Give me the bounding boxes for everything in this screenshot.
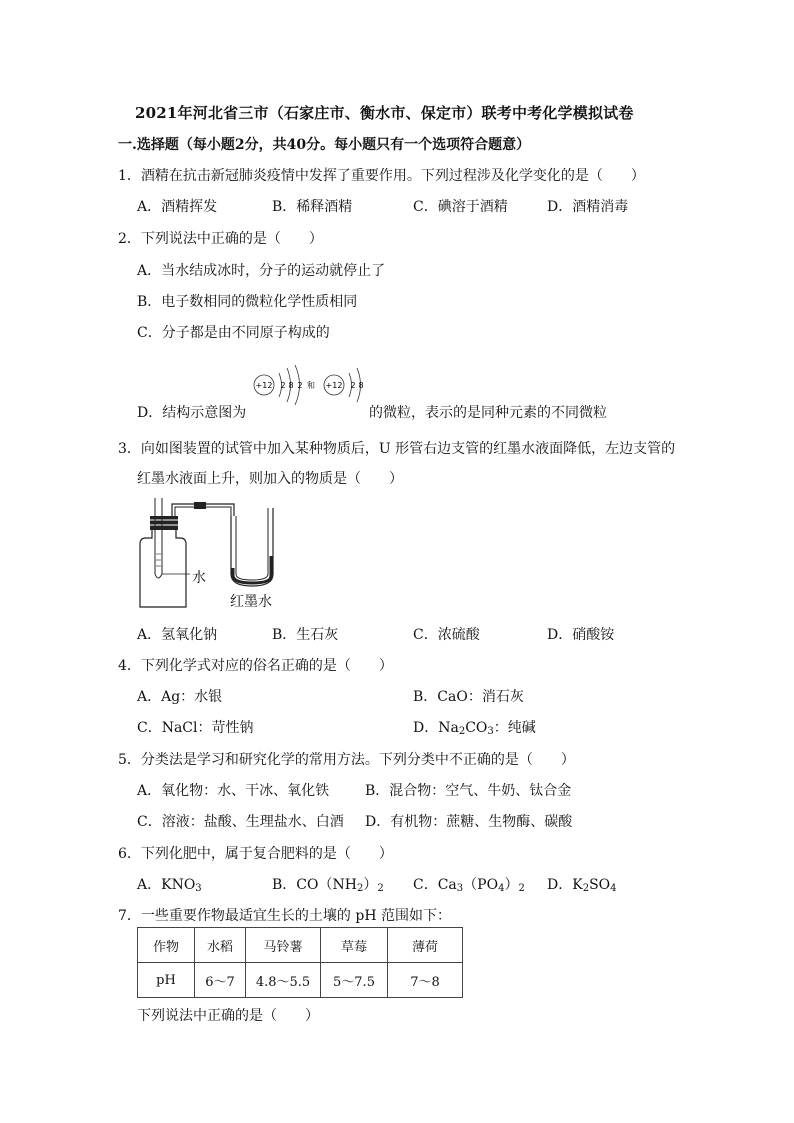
question-2-stem: 2．下列说法中正确的是（ ） (118, 231, 323, 247)
q3-option-b: B．生石灰 (272, 627, 339, 643)
q1-option-c: C．碘溶于酒精 (413, 199, 508, 215)
q6-option-d: D．$K_2SO_4$ (547, 877, 617, 894)
question-5-stem: 5．分类法是学习和研究化学的常用方法。下列分类中不正确的是（ ） (118, 752, 575, 768)
shell-electrons-1c: 2 (297, 381, 303, 390)
question-3-line-1: 3．向如图装置的试管中加入某种物质后，U 形管右边支管的红墨水液面降低，左边支管的 (118, 441, 676, 457)
q4-option-c: C．NaCl：苛性钠 (137, 720, 254, 736)
table-cell: pH (138, 963, 195, 998)
question-6-stem: 6．下列化肥中，属于复合肥料的是（ ） (118, 846, 393, 862)
table-cell: 5～7.5 (321, 963, 388, 998)
question-3-line-2: 红墨水液面上升，则加入的物质是（ ） (137, 471, 403, 487)
atomic-structure-diagrams (248, 360, 368, 410)
q4-option-b: B．CaO：消石灰 (413, 689, 524, 705)
q6-option-a: A．$KNO_3$ (137, 877, 202, 894)
table-header-cell: 马铃薯 (246, 928, 321, 963)
q2-option-b: B．电子数相同的微粒化学性质相同 (137, 294, 358, 310)
table-header-cell: 草莓 (321, 928, 388, 963)
q2-option-d-suffix: 的微粒，表示的是同种元素的不同微粒 (369, 405, 607, 421)
red-ink-liquid (233, 556, 271, 583)
question-1-stem: 1．酒精在抗击新冠肺炎疫情中发挥了重要作用。下列过程涉及化学变化的是（ ） (118, 168, 645, 184)
flask-outline (140, 528, 186, 607)
table-row (138, 963, 463, 998)
q2-option-c: C．分子都是由不同原子构成的 (137, 325, 330, 341)
section-heading: 一.选择题（每小题2分，共40分。每小题只有一个选项符合题意） (118, 137, 531, 153)
question-7-followup: 下列说法中正确的是（ ） (137, 1008, 319, 1024)
page-title: 2021年河北省三市（石家庄市、衡水市、保定市）联考中考化学模拟试卷 (135, 104, 634, 122)
water-label: 水 (192, 570, 206, 586)
table-cell: 7～8 (388, 963, 463, 998)
q4-option-a: A．Ag：水银 (137, 689, 223, 705)
magnesium-atom-diagram (254, 365, 303, 405)
q4-option-d: D．$Na_2CO_3$：纯碱 (413, 720, 536, 737)
q5-option-b: B．混合物：空气、牛奶、钛合金 (365, 783, 572, 799)
q3-option-c: C．浓硫酸 (413, 627, 480, 643)
red-ink-label: 红墨水 (230, 594, 272, 610)
q1-option-d: D．酒精消毒 (547, 199, 629, 215)
q5-option-a: A．氧化物：水、干冰、氧化铁 (137, 783, 330, 799)
shell-electrons-1b: 8 (288, 381, 294, 390)
question-7-stem: 7．一些重要作物最适宜生长的土壤的 pH 范围如下： (118, 908, 451, 924)
shell-electrons-1a: 2 (280, 381, 286, 390)
shell-electrons-2b: 8 (358, 381, 364, 390)
nucleus-charge-2: +12 (325, 381, 343, 390)
table-header-cell: 水稻 (195, 928, 246, 963)
table-cell: 4.8～5.5 (246, 963, 321, 998)
q3-option-d: D．硝酸铵 (547, 627, 615, 643)
nucleus-charge-1: +12 (255, 381, 273, 390)
question-4-stem: 4．下列化学式对应的俗名正确的是（ ） (118, 658, 393, 674)
q1-option-a: A．酒精挥发 (137, 199, 218, 215)
stopper (150, 516, 178, 530)
ph-range-table (137, 927, 463, 998)
q5-option-c: C．溶液：盐酸、生理盐水、白酒 (137, 814, 344, 830)
q2-option-d-prefix: D．结构示意图为 (137, 405, 247, 421)
q2-option-a: A．当水结成冰时，分子的运动就停止了 (137, 263, 386, 279)
table-cell: 6～7 (195, 963, 246, 998)
q6-option-c: C．$Ca_3(PO_4)_2$ (413, 877, 525, 894)
table-header-cell: 薄荷 (388, 928, 463, 963)
shell-electrons-2a: 2 (350, 381, 356, 390)
magnesium-ion-diagram (324, 368, 364, 402)
q6-option-b: B．$CO(NH_2)_2$ (272, 877, 384, 894)
u-tube (231, 508, 273, 586)
q5-option-d: D．有机物：蔗糖、生物酶、碳酸 (365, 814, 573, 830)
rubber-joint (194, 502, 206, 509)
q1-option-b: B．稀释酒精 (272, 199, 353, 215)
table-header-cell: 作物 (138, 928, 195, 963)
q3-option-a: A．氢氧化钠 (137, 627, 218, 643)
diagram-and-label: 和 (307, 381, 315, 390)
table-header-row (138, 928, 463, 963)
